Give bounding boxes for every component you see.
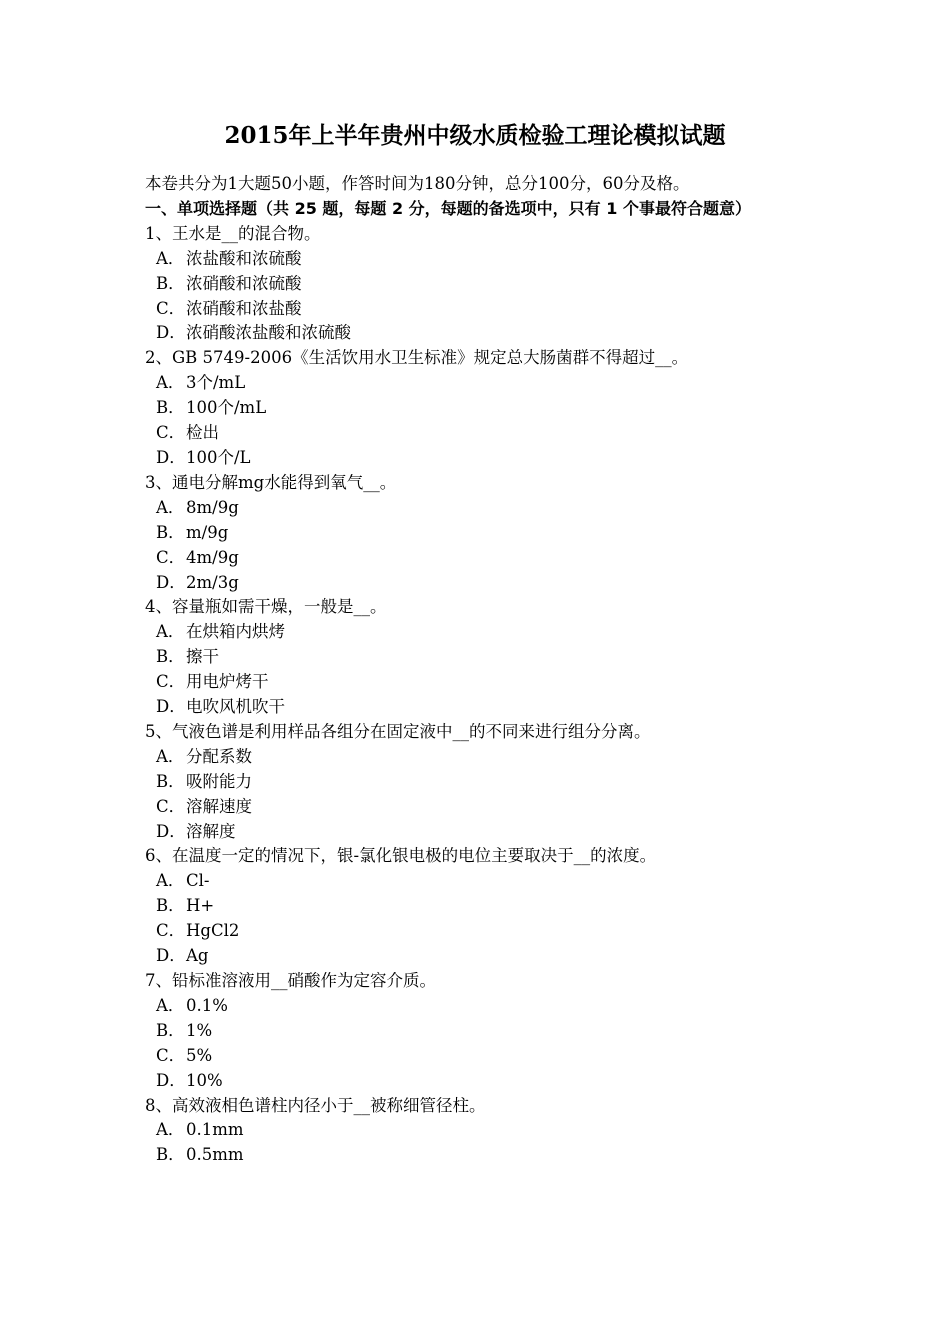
question-option [145, 770, 813, 795]
option-text: 溶解度 [186, 821, 236, 841]
option-letter: C． [156, 1045, 186, 1065]
option-letter: D． [156, 447, 186, 467]
option-letter: B． [156, 896, 185, 916]
exam-intro: 本卷共分为1大题50小题，作答时间为180分钟，总分100分，60分及格。 [145, 174, 690, 193]
question-option [145, 496, 813, 521]
option-letter: D． [156, 572, 186, 592]
option-letter: C． [156, 796, 186, 816]
option-text: 用电炉烤干 [186, 672, 269, 692]
question-option [145, 1044, 813, 1069]
question-option [145, 795, 813, 820]
option-text: 5% [186, 1045, 213, 1065]
question-option [145, 571, 813, 596]
option-text: 100个/L [186, 447, 251, 467]
option-letter: A． [156, 622, 185, 642]
option-text: 8m/9g [186, 497, 239, 517]
option-letter: A． [156, 995, 185, 1015]
question-option [145, 1118, 813, 1143]
option-letter: B． [156, 1145, 185, 1165]
option-text: 浓盐酸和浓硫酸 [186, 248, 302, 268]
option-text: 浓硝酸和浓硫酸 [186, 273, 302, 293]
option-letter: A． [156, 1120, 185, 1140]
question-option [145, 944, 813, 969]
question-option [145, 371, 813, 396]
option-letter: C． [156, 547, 186, 567]
question-option [145, 247, 813, 272]
option-text: 0.1mm [186, 1120, 244, 1140]
question-option [145, 272, 813, 297]
option-letter: B． [156, 273, 185, 293]
question-option [145, 919, 813, 944]
question-option [145, 1019, 813, 1044]
option-text: 100个/mL [186, 398, 267, 418]
question-option [145, 546, 813, 571]
option-text: 检出 [186, 423, 219, 443]
question-option [145, 869, 813, 894]
option-letter: C． [156, 921, 186, 941]
option-text: 2m/3g [186, 572, 239, 592]
question-stem: 2、GB 5749-2006《生活饮用水卫生标准》规定总大肠菌群不得超过__。 [145, 348, 689, 368]
option-text: 电吹风机吹干 [186, 697, 285, 717]
question-option [145, 396, 813, 421]
question-option [145, 421, 813, 446]
option-text: H+ [186, 896, 215, 916]
question-option [145, 321, 813, 346]
option-text: Ag [186, 946, 209, 966]
option-letter: B． [156, 398, 185, 418]
option-letter: A． [156, 746, 185, 766]
document-body [145, 172, 813, 1168]
question-option [145, 1143, 813, 1168]
question-option [145, 670, 813, 695]
option-text: 0.1% [186, 995, 228, 1015]
option-letter: B． [156, 647, 185, 667]
option-letter: D． [156, 946, 186, 966]
question-stem: 3、通电分解mg水能得到氧气__。 [145, 472, 397, 492]
option-letter: B． [156, 1020, 185, 1040]
option-letter: D． [156, 323, 186, 343]
option-text: Cl- [186, 871, 210, 891]
option-letter: A． [156, 248, 185, 268]
option-letter: B． [156, 522, 185, 542]
option-text: 吸附能力 [186, 771, 252, 791]
option-text: 0.5mm [186, 1145, 244, 1165]
question-option [145, 894, 813, 919]
option-letter: C． [156, 298, 186, 318]
option-letter: D． [156, 821, 186, 841]
question-stem: 1、王水是__的混合物。 [145, 223, 321, 243]
question-option [145, 521, 813, 546]
option-text: 3个/mL [186, 373, 246, 393]
question-option [145, 820, 813, 845]
option-letter: C． [156, 672, 186, 692]
question-stem: 5、气液色谱是利用样品各组分在固定液中__的不同来进行组分分离。 [145, 721, 651, 741]
option-letter: A． [156, 373, 185, 393]
option-text: m/9g [186, 522, 229, 542]
question-option [145, 446, 813, 471]
option-letter: C． [156, 423, 186, 443]
section-heading: 一、单项选择题（共 25 题，每题 2 分，每题的备选项中，只有 1 个事最符合题意） [145, 198, 751, 218]
option-text: 擦干 [186, 647, 219, 667]
option-text: 浓硝酸和浓盐酸 [186, 298, 302, 318]
option-letter: B． [156, 771, 185, 791]
question-option [145, 695, 813, 720]
option-letter: A． [156, 871, 185, 891]
option-text: 4m/9g [186, 547, 239, 567]
option-text: 在烘箱内烘烤 [186, 622, 285, 642]
option-text: 10% [186, 1070, 223, 1090]
question-list [145, 222, 813, 1168]
question-stem: 4、容量瓶如需干燥，一般是__。 [145, 597, 387, 617]
option-text: 1% [186, 1020, 213, 1040]
question-option [145, 745, 813, 770]
document-title: 2015年上半年贵州中级水质检验工理论模拟试题 [224, 122, 726, 149]
question-stem: 7、铅标准溶液用__硝酸作为定容介质。 [145, 971, 436, 990]
question-option [145, 1069, 813, 1094]
option-text: 浓硝酸浓盐酸和浓硫酸 [186, 323, 351, 343]
question-option [145, 645, 813, 670]
option-letter: D． [156, 1070, 186, 1090]
question-option [145, 620, 813, 645]
option-text: 分配系数 [186, 746, 252, 766]
option-letter: A． [156, 497, 185, 517]
option-text: HgCl2 [186, 921, 240, 941]
question-stem: 8、高效液相色谱柱内径小于__被称细管径柱。 [145, 1095, 486, 1115]
question-stem: 6、在温度一定的情况下，银-氯化银电极的电位主要取决于__的浓度。 [145, 846, 657, 866]
option-text: 溶解速度 [186, 796, 252, 816]
question-option [145, 297, 813, 322]
question-option [145, 994, 813, 1019]
option-letter: D． [156, 697, 186, 717]
